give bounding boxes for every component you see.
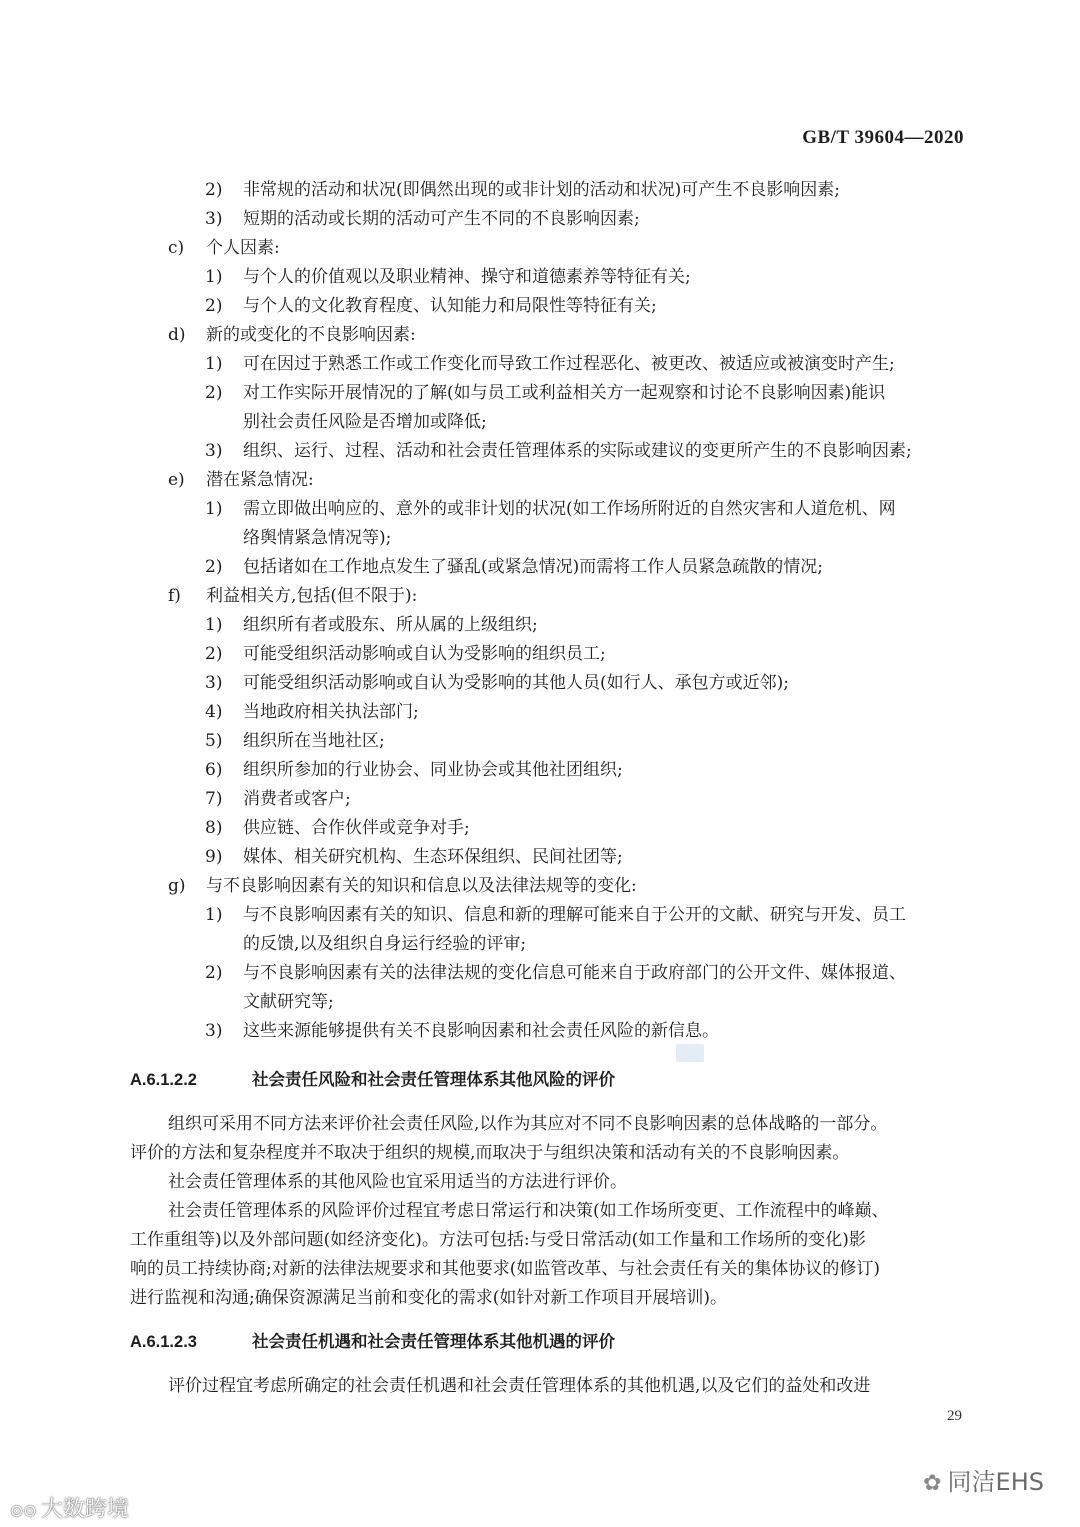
- watermark-left-text: 大数跨境: [40, 1497, 129, 1522]
- paragraph-line: 社会责任管理体系的风险评价过程宜考虑日常运行和决策(如工作场所变更、工作流程中的峰巅、: [168, 1201, 889, 1221]
- link-icon: ⊙⊙: [10, 1501, 37, 1520]
- list-item: [205, 816, 470, 840]
- watermark-stamp-icon: [676, 1044, 704, 1062]
- list-item: [205, 497, 896, 521]
- list-item-text: 当地政府相关执法部门;: [243, 702, 419, 722]
- list-item-label: 7): [205, 789, 223, 809]
- list-item-label: 2): [205, 296, 223, 316]
- list-item: [168, 874, 637, 898]
- list-item-text: 可在因过于熟悉工作或工作变化而导致工作过程恶化、被更改、被适应或被演变时产生;: [243, 354, 895, 374]
- watermark-right: [923, 1462, 1044, 1497]
- list-item-label: 1): [205, 905, 223, 925]
- list-item-text: 需立即做出响应的、意外的或非计划的状况(如工作场所附近的自然灾害和人道危机、网: [243, 499, 896, 519]
- list-item-label: 6): [205, 760, 223, 780]
- list-item-text: 络舆情紧急情况等);: [243, 528, 392, 548]
- list-item-text: 组织所在当地社区;: [243, 731, 385, 751]
- list-item-label: d): [168, 325, 186, 345]
- section-heading: [130, 1330, 615, 1354]
- paragraph-line: 评价过程宜考虑所确定的社会责任机遇和社会责任管理体系的其他机遇,以及它们的益处和改进: [168, 1376, 871, 1396]
- list-item: [205, 352, 895, 376]
- list-item: [205, 990, 334, 1014]
- list-item-label: 1): [205, 499, 223, 519]
- list-item-label: 2): [205, 644, 223, 664]
- list-item-label: e): [168, 470, 185, 490]
- list-item-label: c): [168, 238, 185, 258]
- list-item-label: g): [168, 876, 186, 896]
- list-item: [205, 410, 487, 434]
- list-item-label: 3): [205, 441, 223, 461]
- list-item-text: 与个人的价值观以及职业精神、操守和道德素养等特征有关;: [243, 267, 691, 287]
- paragraph-line: 响的员工持续协商;对新的法律法规要求和其他要求(如监管改革、与社会责任有关的集体协议的修订): [130, 1259, 880, 1279]
- list-item-label: 5): [205, 731, 223, 751]
- list-item: [205, 207, 640, 231]
- list-item-label: 1): [205, 267, 223, 287]
- list-item: [205, 845, 623, 869]
- list-item: [205, 671, 789, 695]
- list-item-label: 2): [205, 557, 223, 577]
- list-item: [205, 932, 526, 956]
- list-item-label: 2): [205, 963, 223, 983]
- standard-code: GB/T 39604—2020: [802, 127, 964, 148]
- list-item-text: 对工作实际开展情况的了解(如与员工或利益相关方一起观察和讨论不良影响因素)能识: [243, 383, 886, 403]
- paragraph-line: 组织可采用不同方法来评价社会责任风险,以作为其应对不同不良影响因素的总体战略的一部分。: [168, 1114, 888, 1134]
- list-item-text: 别社会责任风险是否增加或降低;: [243, 412, 487, 432]
- paragraph-line: 社会责任管理体系的其他风险也宜采用适当的方法进行评价。: [168, 1172, 627, 1192]
- list-item-label: 4): [205, 702, 223, 722]
- list-item: [205, 787, 351, 811]
- list-item-text: 利益相关方,包括(但不限于):: [206, 586, 418, 606]
- list-item-text: 组织、运行、过程、活动和社会责任管理体系的实际或建议的变更所产生的不良影响因素;: [243, 441, 912, 461]
- section-number: A.6.1.2.3: [130, 1333, 197, 1351]
- list-item-text: 组织所有者或股东、所从属的上级组织;: [243, 615, 538, 635]
- list-item-text: 的反馈,以及组织自身运行经验的评审;: [243, 934, 527, 954]
- list-item-text: 包括诸如在工作地点发生了骚乱(或紧急情况)而需将工作人员紧急疏散的情况;: [243, 557, 823, 577]
- list-item: [205, 265, 691, 289]
- list-item: [205, 381, 885, 405]
- paragraph-line: 工作重组等)以及外部问题(如经济变化)。方法可包括:与受日常活动(如工作量和工作场所的变化)影: [130, 1230, 866, 1250]
- list-item-label: 2): [205, 180, 223, 200]
- paragraph-line: 进行监视和沟通;确保资源满足当前和变化的需求(如针对新工作项目开展培训)。: [130, 1288, 727, 1308]
- list-item: [205, 294, 657, 318]
- list-item: [205, 758, 623, 782]
- paragraph-line: 评价的方法和复杂程度并不取决于组织的规模,而取决于与组织决策和活动有关的不良影响因素。: [130, 1143, 850, 1163]
- list-item-text: 可能受组织活动影响或自认为受影响的组织员工;: [243, 644, 606, 664]
- watermark-left: [10, 1492, 129, 1523]
- list-item-text: 组织所参加的行业协会、同业协会或其他社团组织;: [243, 760, 623, 780]
- list-item-text: 供应链、合作伙伴或竞争对手;: [243, 818, 470, 838]
- list-item: [205, 700, 419, 724]
- list-item-label: 1): [205, 615, 223, 635]
- list-item: [168, 468, 314, 492]
- list-item-text: 文献研究等;: [243, 992, 334, 1012]
- section-title: 社会责任机遇和社会责任管理体系其他机遇的评价: [252, 1332, 615, 1351]
- list-item-text: 与不良影响因素有关的法律法规的变化信息可能来自于政府部门的公开文件、媒体报道、: [243, 963, 906, 983]
- section-heading: [130, 1068, 615, 1092]
- list-item: [205, 961, 906, 985]
- list-item: [205, 1019, 719, 1043]
- wechat-icon: ✿: [923, 1471, 942, 1496]
- list-item: [205, 903, 906, 927]
- list-item-label: 3): [205, 209, 223, 229]
- list-item-text: 新的或变化的不良影响因素:: [206, 325, 416, 345]
- list-item: [168, 584, 417, 608]
- list-item-text: 短期的活动或长期的活动可产生不同的不良影响因素;: [243, 209, 640, 229]
- watermark-right-text: 同洁EHS: [947, 1468, 1044, 1496]
- list-item: [205, 613, 538, 637]
- list-item-label: 3): [205, 1021, 223, 1041]
- list-item: [205, 526, 391, 550]
- list-item: [205, 729, 385, 753]
- list-item: [168, 236, 280, 260]
- list-item-text: 潜在紧急情况:: [206, 470, 314, 490]
- list-item-label: f): [168, 586, 181, 606]
- list-item-text: 消费者或客户;: [243, 789, 351, 809]
- list-item-text: 与不良影响因素有关的知识和信息以及法律法规等的变化:: [206, 876, 637, 896]
- list-item: [205, 642, 606, 666]
- list-item-text: 与个人的文化教育程度、认知能力和局限性等特征有关;: [243, 296, 657, 316]
- page-number: 29: [947, 1408, 962, 1424]
- list-item: [205, 178, 840, 202]
- list-item-text: 个人因素:: [206, 238, 280, 258]
- section-number: A.6.1.2.2: [130, 1071, 197, 1089]
- list-item-label: 2): [205, 383, 223, 403]
- list-item: [205, 439, 912, 463]
- list-item-label: 1): [205, 354, 223, 374]
- list-item-label: 3): [205, 673, 223, 693]
- list-item-label: 9): [205, 847, 223, 867]
- list-item: [205, 555, 823, 579]
- list-item-text: 媒体、相关研究机构、生态环保组织、民间社团等;: [243, 847, 623, 867]
- list-item: [168, 323, 416, 347]
- section-title: 社会责任风险和社会责任管理体系其他风险的评价: [252, 1070, 615, 1089]
- list-item-text: 这些来源能够提供有关不良影响因素和社会责任风险的新信息。: [243, 1021, 719, 1041]
- list-item-label: 8): [205, 818, 223, 838]
- list-item-text: 与不良影响因素有关的知识、信息和新的理解可能来自于公开的文献、研究与开发、员工: [243, 905, 906, 925]
- list-item-text: 非常规的活动和状况(即偶然出现的或非计划的活动和状况)可产生不良影响因素;: [243, 180, 840, 200]
- list-item-text: 可能受组织活动影响或自认为受影响的其他人员(如行人、承包方或近邻);: [243, 673, 789, 693]
